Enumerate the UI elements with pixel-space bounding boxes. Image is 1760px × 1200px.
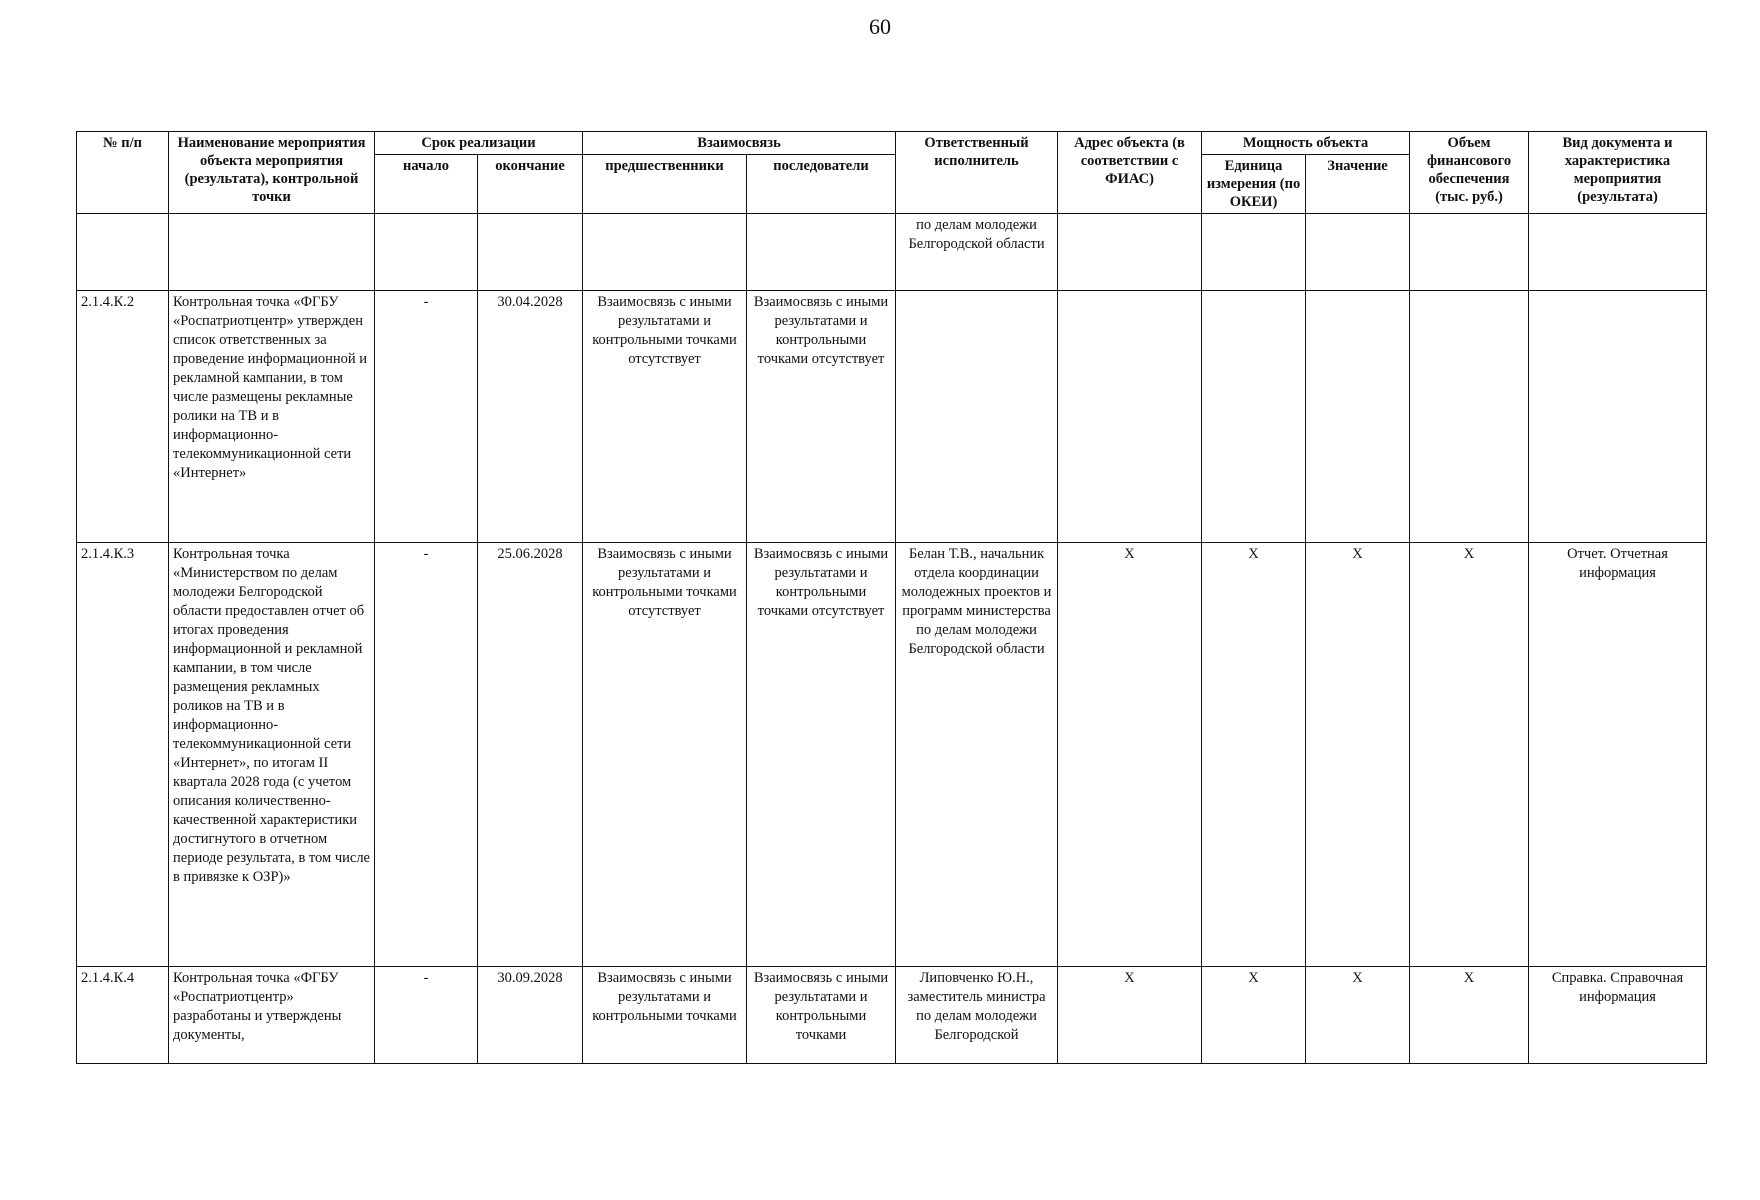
cell-end: 25.06.2028 [478,543,583,967]
cell-value [1306,291,1410,543]
cell-doc: Справка. Справочная информация [1529,967,1707,1064]
header-link-prev: предшественники [583,155,747,214]
table-row [77,291,1707,543]
header-row-1 [77,132,1707,155]
cell-next: Взаимосвязь с иными результатами и контрольными точками [747,967,896,1064]
cell-prev: Взаимосвязь с иными результатами и контрольными точками отсутствует [583,543,747,967]
cell-prev [583,214,747,291]
cell-end: 30.04.2028 [478,291,583,543]
page-number: 60 [869,14,891,39]
cell-prev: Взаимосвязь с иными результатами и контрольными точками [583,967,747,1064]
header-responsible: Ответственный исполнитель [896,132,1058,214]
header-name: Наименование мероприятия объекта мероприятия (результата), контрольной точки [169,132,375,214]
cell-name: Контрольная точка «ФГБУ «Роспатриотцентр» разработаны и утверждены документы, [169,967,375,1064]
cell-finance [1410,214,1529,291]
cell-name: Контрольная точка «Министерством по делам молодежи Белгородской области предоставлен отчет об итогах проведения информационной и рекламной кампании, в том числе размещения рекламных роликов на ТВ и в информационно-телекоммуникационной сети «Интернет», по итогам II квартала 2028 года (с учетом описания количественно-качественной характеристики достигнутого в отчетном периоде результата, в том числе в привязке к ОЗР)» [169,543,375,967]
table-row [77,543,1707,967]
header-capacity: Мощность объекта [1202,132,1410,155]
header-capacity-unit: Единица измерения (по ОКЕИ) [1202,155,1306,214]
header-finance: Объем финансового обеспечения (тыс. руб.) [1410,132,1529,214]
cell-value: X [1306,543,1410,967]
header-num: № п/п [77,132,169,214]
cell-name: Контрольная точка «ФГБУ «Роспатриотцентр» утвержден список ответственных за проведение информационной и рекламной кампании, в том числе размещены рекламные ролики на ТВ и в информационно-телекоммуникационной сети «Интернет» [169,291,375,543]
cell-value: X [1306,967,1410,1064]
cell-end [478,214,583,291]
cell-unit: X [1202,967,1306,1064]
cell-value [1306,214,1410,291]
cell-next: Взаимосвязь с иными результатами и контрольными точками отсутствует [747,543,896,967]
cell-doc: Отчет. Отчетная информация [1529,543,1707,967]
cell-responsible: Липовченко Ю.Н., заместитель министра по делам молодежи Белгородской [896,967,1058,1064]
header-link-next: последователи [747,155,896,214]
cell-unit [1202,291,1306,543]
header-link: Взаимосвязь [583,132,896,155]
cell-finance: X [1410,543,1529,967]
cell-num: 2.1.4.К.3 [77,543,169,967]
cell-responsible: по делам молодежи Белгородской области [896,214,1058,291]
cell-name [169,214,375,291]
cell-responsible [896,291,1058,543]
table-row [77,967,1707,1064]
header-term-end: окончание [478,155,583,214]
cell-address: X [1058,967,1202,1064]
cell-prev: Взаимосвязь с иными результатами и контрольными точками отсутствует [583,291,747,543]
cell-unit [1202,214,1306,291]
cell-doc [1529,214,1707,291]
cell-num: 2.1.4.К.4 [77,967,169,1064]
cell-doc [1529,291,1707,543]
cell-end: 30.09.2028 [478,967,583,1064]
header-doc-type: Вид документа и характеристика мероприятия (результата) [1529,132,1707,214]
cell-start: - [375,967,478,1064]
cell-responsible: Белан Т.В., начальник отдела координации молодежных проектов и программ министерства по делам молодежи Белгородской области [896,543,1058,967]
header-address: Адрес объекта (в соответствии с ФИАС) [1058,132,1202,214]
header-term-start: начало [375,155,478,214]
cell-num [77,214,169,291]
cell-next [747,214,896,291]
header-capacity-value: Значение [1306,155,1410,214]
cell-start: - [375,543,478,967]
cell-finance: X [1410,967,1529,1064]
cell-address [1058,291,1202,543]
cell-address: X [1058,543,1202,967]
plan-table [76,131,1707,1064]
cell-num: 2.1.4.К.2 [77,291,169,543]
cell-unit: X [1202,543,1306,967]
cell-next: Взаимосвязь с иными результатами и контрольными точками отсутствует [747,291,896,543]
cell-address [1058,214,1202,291]
header-term: Срок реализации [375,132,583,155]
cell-finance [1410,291,1529,543]
cell-start: - [375,291,478,543]
cell-start [375,214,478,291]
continuation-row [77,214,1707,291]
